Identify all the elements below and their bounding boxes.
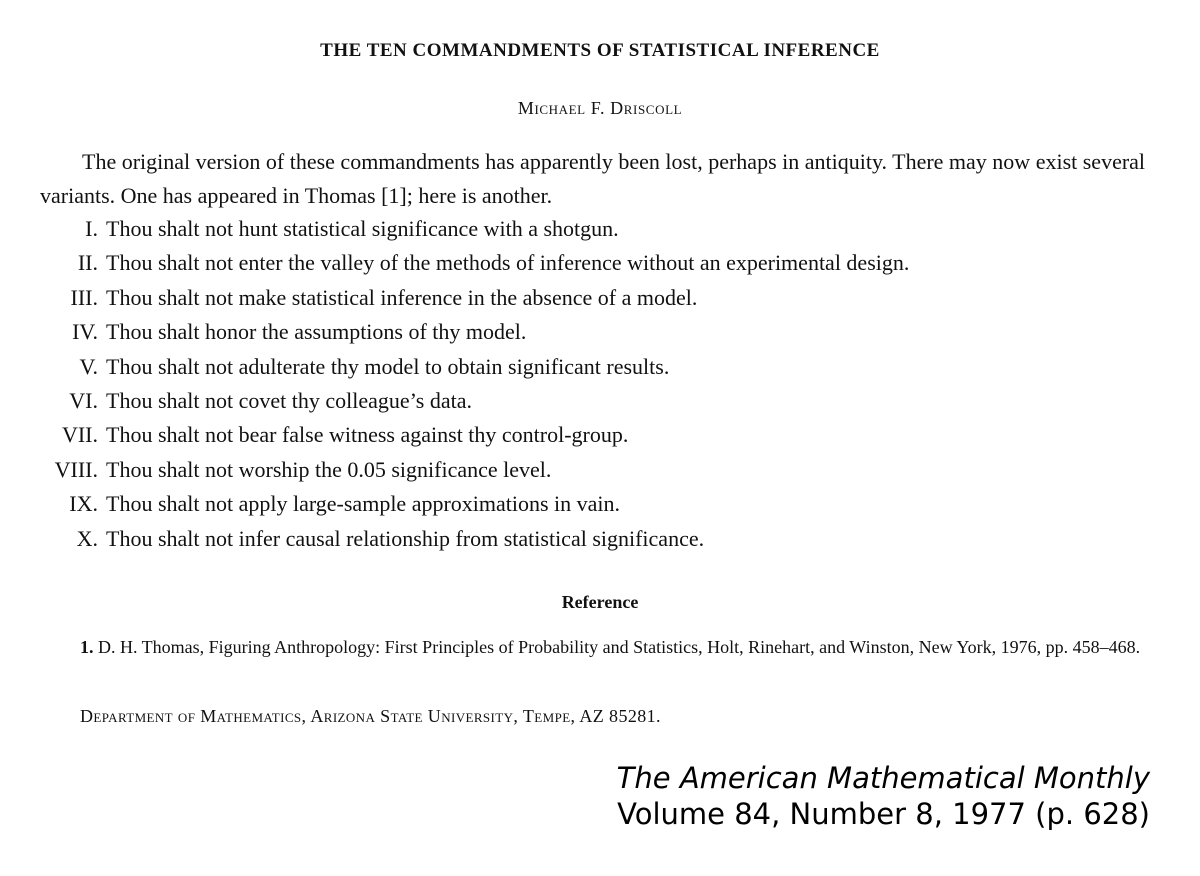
article-title: THE TEN COMMANDMENTS OF STATISTICAL INFERENCE (320, 40, 880, 61)
commandment-text: Thou shalt not apply large-sample approximations in vain. (106, 491, 621, 517)
commandment-text: Thou shalt not worship the 0.05 significance level. (106, 456, 552, 482)
commandment-numeral: VI. (69, 387, 98, 413)
commandment-item (40, 487, 1160, 521)
reference-number: 1. (80, 637, 94, 657)
author-name: Michael F. Driscoll (517, 98, 683, 118)
commandment-numeral: X. (76, 525, 98, 551)
commandment-text: Thou shalt not bear false witness against thy control-group. (106, 422, 629, 448)
source-journal: The American Mathematical Monthly (616, 761, 1150, 795)
commandment-numeral: VIII. (54, 456, 98, 482)
reference-entry (40, 632, 1170, 662)
commandment-text: Thou shalt not infer causal relationship from statistical significance. (106, 525, 705, 551)
intro-paragraph: The original version of these commandments has apparently been lost, perhaps in antiquity. There may now exist several variants. One has appeared in Thomas [1]; here is another. (40, 149, 1146, 208)
reference-text: D. H. Thomas, Figuring Anthropology: First Principles of Probability and Statistics, Holt, Rinehart, and Winston, New York, 1976, pp. 458–468. (98, 637, 1141, 657)
commandment-numeral: I. (85, 216, 98, 241)
commandment-text: Thou shalt not covet thy colleague’s data. (106, 387, 472, 413)
commandment-numeral: VII. (61, 422, 98, 448)
source-volume: Volume 84, Number 8, 1977 (p. 628) (617, 797, 1150, 831)
commandment-text: Thou shalt not make statistical inference in the absence of a model. (106, 284, 698, 310)
commandment-item (40, 281, 1160, 315)
commandment-item (40, 522, 1160, 556)
commandment-item (40, 246, 1160, 280)
commandment-numeral: II. (77, 250, 98, 276)
commandment-item (40, 453, 1160, 487)
commandment-item (40, 315, 1160, 349)
commandment-item (40, 418, 1160, 452)
commandment-text: Thou shalt honor the assumptions of thy model. (106, 319, 527, 345)
commandments-list (40, 212, 1160, 556)
commandment-numeral: III. (70, 284, 98, 310)
author-affiliation: Department of Mathematics, Arizona State University, Tempe, AZ 85281. (80, 706, 661, 726)
source-citation (617, 760, 1150, 832)
commandment-text: Thou shalt not adulterate thy model to obtain significant results. (106, 353, 670, 379)
reference-heading: Reference (561, 592, 639, 612)
commandment-numeral: V. (79, 353, 98, 379)
commandment-item (40, 384, 1160, 418)
commandment-text: Thou shalt not hunt statistical significance with a shotgun. (106, 216, 619, 241)
commandment-item (40, 212, 1160, 246)
commandment-item (40, 350, 1160, 384)
commandment-numeral: IX. (69, 491, 98, 517)
commandment-numeral: IV. (72, 319, 98, 345)
commandment-text: Thou shalt not enter the valley of the methods of inference without an experimental design. (106, 250, 910, 276)
